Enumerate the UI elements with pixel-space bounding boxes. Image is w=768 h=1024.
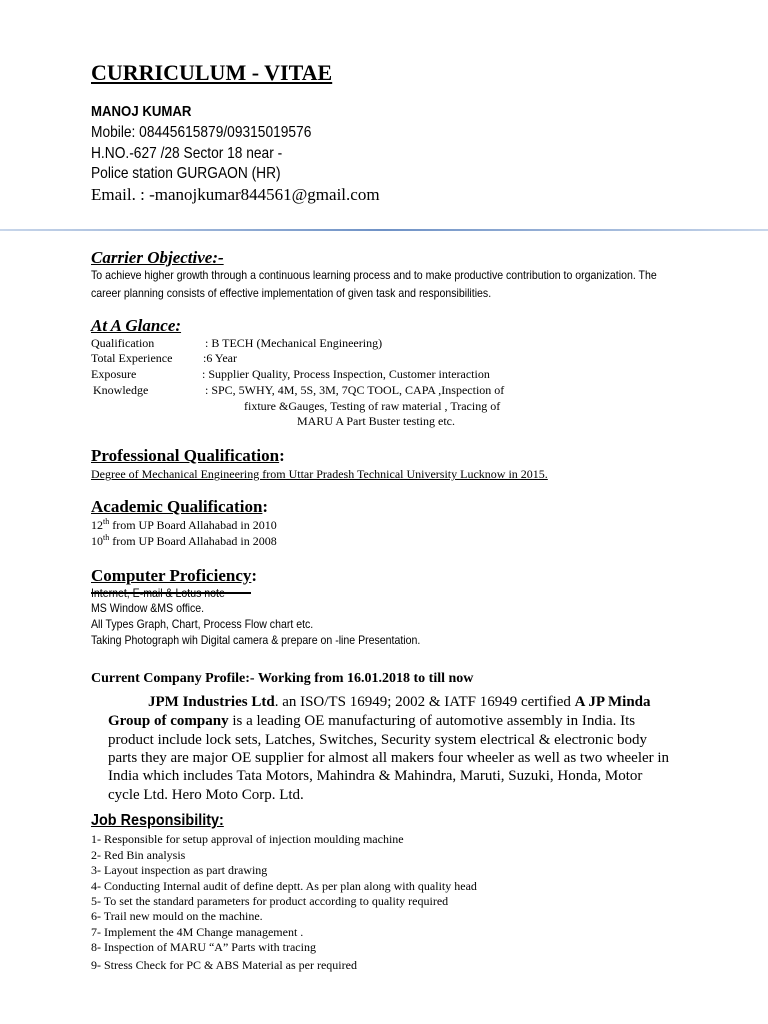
company-line-2-text: is a leading OE manufacturing of automotive assembly in India. Its (228, 713, 636, 729)
mobile-line: Mobile: 08445615879/09315019576 (91, 124, 312, 141)
glance-heading: At A Glance: (91, 316, 182, 335)
list-item: 2- Red Bin analysis (91, 848, 186, 862)
academic-sup: th (103, 517, 110, 526)
professional-heading-text: Professional Qualification (91, 446, 280, 465)
glance-value: : Supplier Quality, Process Inspection, Customer interaction (202, 367, 490, 381)
glance-knowledge-cont: fixture &Gauges, Testing of raw material , Tracing of (244, 399, 501, 413)
list-item: 5- To set the standard parameters for product according to quality required (91, 894, 449, 908)
company-heading: Current Company Profile:- Working from 16.01.2018 to till now (91, 671, 474, 686)
glance-label: Total Experience (91, 351, 173, 365)
glance-value: : B TECH (Mechanical Engineering) (205, 336, 383, 350)
academic-sup: th (103, 533, 110, 542)
list-item: 8- Inspection of MARU “A” Parts with tracing (91, 940, 316, 954)
list-item: 4- Conducting Internal audit of define deptt. As per plan along with quality head (91, 879, 477, 893)
list-item: 3- Layout inspection as part drawing (91, 863, 268, 877)
address-line-2: Police station GURGAON (HR) (91, 165, 281, 182)
objective-heading: Carrier Objective:- (91, 248, 224, 267)
list-item (91, 534, 277, 549)
company-line-2 (108, 713, 635, 730)
list-item: MS Window &MS office. (91, 601, 205, 615)
academic-heading (91, 497, 268, 517)
company-line-5: India which includes Tata Motors, Mahindra & Mahindra, Maruti, Suzuki, Honda, Motor (108, 768, 643, 784)
list-item (91, 518, 277, 533)
professional-heading-colon: : (279, 446, 285, 465)
candidate-name: MANOJ KUMAR (91, 103, 192, 120)
company-line-6: cycle Ltd. Hero Moto Corp. Ltd. (108, 787, 304, 803)
list-item: 9- Stress Check for PC & ABS Material as per required (91, 958, 357, 972)
professional-heading (91, 446, 285, 466)
computer-heading (91, 566, 257, 586)
objective-line-2: career planning consists of effective implementation of given task and responsibilities. (91, 286, 492, 300)
computer-heading-colon: : (251, 566, 258, 585)
glance-knowledge-cont: MARU A Part Buster testing etc. (297, 414, 455, 428)
glance-value: : SPC, 5WHY, 4M, 5S, 3M, 7QC TOOL, CAPA ,Inspection of (205, 383, 505, 397)
objective-line-1: To achieve higher growth through a continuous learning process and to make productive contribution to organization. The (91, 268, 657, 282)
professional-text: Degree of Mechanical Engineering from Uttar Pradesh Technical University Lucknow in 2015. (91, 467, 548, 481)
glance-value: :6 Year (203, 351, 238, 365)
list-item: 6- Trail new mould on the machine. (91, 909, 263, 923)
company-line-1-text: . an ISO/TS 16949; 2002 & IATF 16949 certified (274, 694, 575, 710)
glance-label: Exposure (91, 367, 137, 381)
job-heading: Job Responsibility: (91, 812, 224, 829)
glance-label: Qualification (91, 336, 155, 350)
academic-num: 12 (91, 518, 103, 532)
academic-text: from UP Board Allahabad in 2010 (109, 518, 277, 532)
list-item: 1- Responsible for setup approval of injection moulding machine (91, 832, 404, 846)
company-name: JPM Industries Ltd (148, 694, 275, 710)
academic-heading-colon: : (262, 497, 269, 516)
computer-heading-text: Computer Proficiency (91, 566, 252, 585)
cv-title: CURRICULUM - VITAE (91, 60, 333, 85)
company-line-3: product include lock sets, Latches, Switches, Security system electrical & electronic body (108, 732, 648, 748)
list-item: Internet, E-mail & Lotus note (91, 586, 225, 600)
list-item: 7- Implement the 4M Change management . (91, 925, 304, 939)
academic-heading-text: Academic Qualification (91, 497, 263, 516)
address-line-1: H.NO.-627 /28 Sector 18 near - (91, 145, 283, 162)
list-item: Taking Photograph wih Digital camera & prepare on -line Presentation. (91, 633, 421, 647)
academic-num: 10 (91, 534, 103, 548)
company-line-1 (148, 694, 651, 711)
list-item: All Types Graph, Chart, Process Flow chart etc. (91, 617, 314, 631)
company-group-2: Group of company (108, 713, 229, 729)
header-divider (0, 229, 768, 231)
glance-label: Knowledge (93, 383, 149, 397)
email-line: Email. : -manojkumar844561@gmail.com (91, 185, 380, 204)
academic-text: from UP Board Allahabad in 2008 (109, 534, 277, 548)
company-group: A JP Minda (574, 694, 651, 710)
company-line-4: parts they are major OE supplier for almost all makers four wheeler as well as two wheeler in (108, 750, 670, 766)
